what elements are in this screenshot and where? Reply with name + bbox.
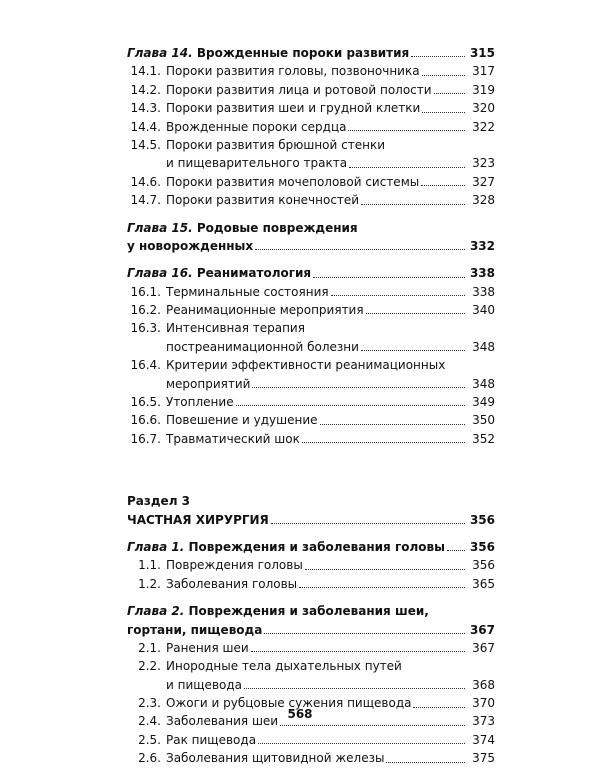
leader-dots (264, 633, 465, 634)
entry-number: 14.6. (130, 174, 161, 189)
toc-entry (127, 639, 495, 657)
entry-page: 323 (472, 156, 495, 171)
chapter-14-label: Глава 14. (127, 45, 193, 60)
entry-title: Пороки развития лица и ротовой полости (166, 82, 432, 97)
entry-title: Повешение и удушение (166, 413, 318, 428)
entry-number: 1.1. (138, 558, 161, 573)
entry-page: 370 (472, 696, 495, 711)
entry-page: 349 (472, 395, 495, 410)
entry-title: Ожоги и рубцовые сужения пищевода (166, 696, 412, 711)
chapter-14-page: 315 (469, 45, 495, 60)
entry-page: 365 (472, 576, 495, 591)
chapter-2-heading-continued (127, 621, 495, 639)
chapter-14-title: Врожденные пороки развития (196, 45, 410, 60)
toc-entry (127, 411, 495, 429)
entry-title-continued: постреанимационной болезни (166, 339, 359, 354)
entry-page: 373 (472, 714, 495, 729)
entry-title: Повреждения головы (166, 558, 303, 573)
chapter-15-heading (127, 219, 495, 237)
entry-title: Пороки развития мочеполовой системы (166, 174, 420, 189)
entry-title-continued: мероприятий (166, 376, 251, 391)
entry-page: 348 (472, 376, 495, 391)
chapter-2-title: Повреждения и заболевания шеи, (188, 604, 429, 619)
chapter-15-page: 332 (469, 238, 495, 253)
toc-entry-continuation (127, 154, 495, 172)
entry-number: 14.2. (130, 82, 161, 97)
entry-title: Травматический шок (166, 431, 300, 446)
toc-entry (127, 283, 495, 301)
entry-page: 350 (472, 413, 495, 428)
entry-title: Рак пищевода (166, 732, 257, 747)
entry-title: Терминальные состояния (166, 284, 329, 299)
leader-dots (255, 249, 465, 250)
leader-dots (411, 56, 465, 57)
leader-dots (366, 313, 465, 314)
entry-page: 340 (472, 303, 495, 318)
leader-dots (302, 442, 465, 443)
entry-title: Критерии эффективности реанимационных (166, 358, 446, 373)
entry-number: 2.2. (138, 659, 161, 674)
chapter-2-heading (127, 602, 495, 620)
entry-page: 328 (472, 193, 495, 208)
chapter-2-title-continued: гортани, пищевода (127, 622, 263, 637)
toc-entry-first-line (127, 657, 495, 675)
leader-dots (386, 762, 465, 763)
entry-title: Пороки развития шеи и грудной клетки (166, 101, 421, 116)
entry-number: 14.4. (130, 119, 161, 134)
entry-number: 14.3. (130, 101, 161, 116)
leader-dots (244, 688, 465, 689)
toc-entry (127, 173, 495, 191)
toc-entry-first-line (127, 319, 495, 337)
leader-dots (251, 651, 465, 652)
toc-entry (127, 301, 495, 319)
chapter-2-page: 367 (469, 622, 495, 637)
entry-number: 16.4. (130, 358, 161, 373)
toc-entry (127, 731, 495, 749)
toc-entry (127, 99, 495, 117)
leader-dots (422, 75, 465, 76)
entry-title: Ранения шеи (166, 640, 249, 655)
toc-entry (127, 118, 495, 136)
toc-entry (127, 62, 495, 80)
entry-number: 2.4. (138, 714, 161, 729)
entry-page: 319 (472, 82, 495, 97)
entry-title: Реанимационные мероприятия (166, 303, 364, 318)
toc-entry (127, 556, 495, 574)
entry-page: 348 (472, 339, 495, 354)
leader-dots (434, 93, 465, 94)
chapter-16-heading (127, 264, 495, 282)
chapter-1-label: Глава 1. (127, 539, 185, 554)
entry-page: 375 (472, 751, 495, 766)
chapter-2-label: Глава 2. (127, 604, 185, 619)
section-3-title: ЧАСТНАЯ ХИРУРГИЯ (127, 512, 269, 527)
entry-number: 16.2. (130, 303, 161, 318)
entry-title-continued: и пищеварительного тракта (166, 156, 348, 171)
entry-number: 16.5. (130, 395, 161, 410)
leader-dots (422, 112, 465, 113)
entry-title: Интенсивная терапия (166, 321, 305, 336)
entry-number: 16.3. (130, 321, 161, 336)
chapter-16-page: 338 (469, 266, 495, 281)
toc-entry (127, 393, 495, 411)
entry-number: 2.1. (138, 640, 161, 655)
entry-page: 352 (472, 431, 495, 446)
leader-dots (313, 277, 465, 278)
chapter-1-page: 356 (469, 539, 495, 554)
leader-dots (280, 725, 465, 726)
leader-dots (421, 185, 465, 186)
leader-dots (361, 204, 465, 205)
toc-entry (127, 575, 495, 593)
entry-title: Пороки развития головы, позвоночника (166, 64, 420, 79)
toc-entry (127, 191, 495, 209)
entry-page: 356 (472, 558, 495, 573)
leader-dots (349, 167, 465, 168)
entry-title: Заболевания шеи (166, 714, 279, 729)
entry-title: Врожденные пороки сердца (166, 119, 347, 134)
chapter-16-label: Глава 16. (127, 266, 193, 281)
chapter-15-title-continued: у новорожденных (127, 238, 254, 253)
leader-dots (258, 743, 465, 744)
entry-number: 2.3. (138, 696, 161, 711)
entry-number: 2.5. (138, 732, 161, 747)
chapter-1-title: Повреждения и заболевания головы (188, 539, 445, 554)
entry-number: 16.1. (130, 284, 161, 299)
entry-page: 367 (472, 640, 495, 655)
leader-dots (299, 587, 465, 588)
entry-number: 16.6. (130, 413, 161, 428)
page-number: 568 (287, 707, 313, 721)
entry-number: 14.7. (130, 193, 161, 208)
section-3-page: 356 (469, 512, 495, 527)
entry-title: Утопление (166, 395, 234, 410)
entry-number: 16.7. (130, 431, 161, 446)
chapter-15-title: Родовые повреждения (196, 220, 358, 235)
entry-page: 374 (472, 732, 495, 747)
leader-dots (305, 569, 465, 570)
entry-title: Заболевания щитовидной железы (166, 751, 385, 766)
leader-dots (331, 295, 465, 296)
entry-number: 2.6. (138, 751, 161, 766)
toc-entry-continuation (127, 338, 495, 356)
entry-number: 14.5. (130, 137, 161, 152)
chapter-14-heading (127, 44, 495, 62)
toc-entry (127, 749, 495, 767)
toc-entry-first-line (127, 136, 495, 154)
leader-dots (348, 130, 465, 131)
toc-entry-continuation (127, 676, 495, 694)
entry-title-continued: и пищевода (166, 677, 243, 692)
entry-page: 368 (472, 677, 495, 692)
entry-page: 338 (472, 284, 495, 299)
entry-number: 14.1. (130, 64, 161, 79)
entry-page: 317 (472, 64, 495, 79)
leader-dots (252, 387, 465, 388)
entry-page: 327 (472, 174, 495, 189)
chapter-15-heading-continued (127, 237, 495, 255)
entry-title: Заболевания головы (166, 576, 298, 591)
leader-dots (271, 523, 465, 524)
leader-dots (236, 405, 465, 406)
leader-dots (447, 550, 465, 551)
entry-title: Инородные тела дыхательных путей (166, 659, 402, 674)
entry-title: Пороки развития брюшной стенки (166, 137, 385, 152)
table-of-contents (127, 44, 495, 768)
leader-dots (361, 350, 465, 351)
section-3-label: Раздел 3 (127, 494, 191, 509)
toc-entry-first-line (127, 356, 495, 374)
section-3-heading (127, 511, 495, 529)
chapter-16-title: Реаниматология (196, 266, 312, 281)
toc-entry-continuation (127, 375, 495, 393)
chapter-1-heading (127, 538, 495, 556)
entry-page: 322 (472, 119, 495, 134)
toc-entry (127, 81, 495, 99)
entry-page: 320 (472, 101, 495, 116)
toc-entry (127, 430, 495, 448)
leader-dots (320, 424, 465, 425)
entry-title: Пороки развития конечностей (166, 193, 360, 208)
entry-number: 1.2. (138, 576, 161, 591)
chapter-15-label: Глава 15. (127, 220, 193, 235)
